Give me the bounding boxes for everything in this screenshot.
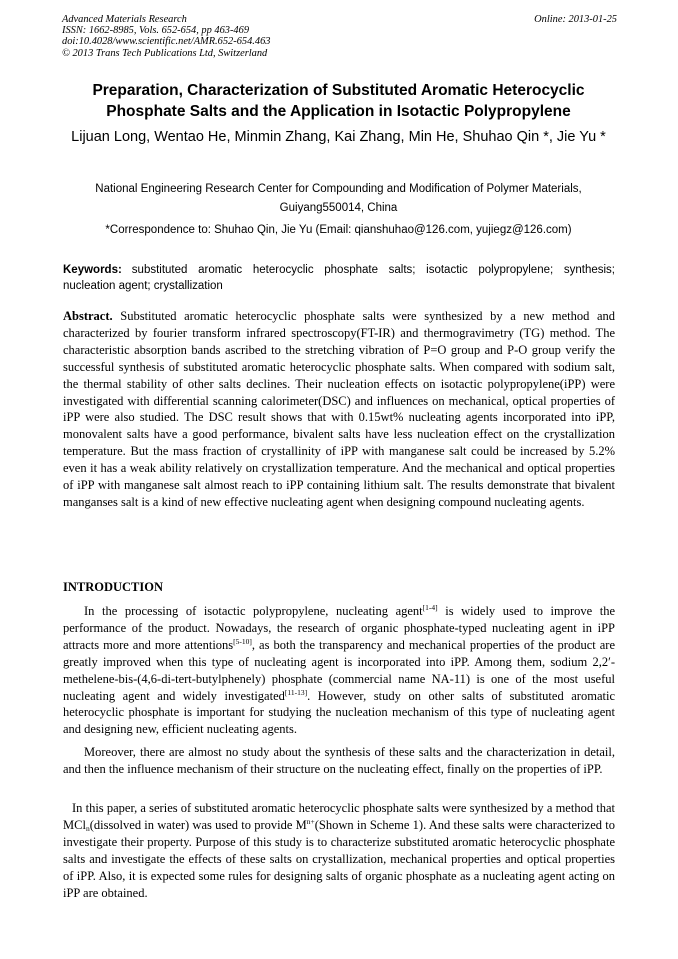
- abstract: [63, 308, 615, 511]
- keywords-label: Keywords:: [63, 264, 122, 276]
- intro-p3-part-c: (Shown in Scheme 1). And these salts were characterized to investigate their property. Purpose of this study is to characterize substituted aromatic heterocyclic phosphate salts and investigate the effects of these salts on crystallization, mechanical properties and optical properties of iPP. Also, it is expected some rules for designing salts of organic phosphate as a nucleating agent acting on iPP are obtained.: [63, 817, 615, 900]
- abstract-label: Abstract.: [63, 309, 113, 323]
- affiliation: [62, 180, 615, 218]
- intro-p1-part-a: In the processing of isotactic polypropylene, nucleating agent: [84, 604, 423, 618]
- online-date: Online: 2013-01-25: [534, 14, 617, 25]
- intro-p3-part-b: (dissolved in water) was used to provide M: [89, 817, 307, 832]
- journal-name: Advanced Materials Research: [62, 14, 187, 25]
- correspondence: *Correspondence to: Shuhao Qin, Jie Yu (Email: qianshuhao@126.com, yujiegz@126.com): [105, 224, 572, 236]
- intro-paragraph-2: Moreover, there are almost no study about the synthesis of these salts and the characterization in detail, and then the influence mechanism of their structure on the nucleating effect, finally on the properties of iPP.: [63, 745, 615, 776]
- intro-p1-part-d: . However, study on other salts of substituted aromatic heterocyclic phosphate is important for studying the nucleation mechanism of this type of nucleating agent and designing new, efficient nucleating agents.: [63, 688, 615, 737]
- citation-ref: [11-13]: [284, 687, 308, 697]
- affiliation-line-1: National Engineering Research Center for Compounding and Modification of Polymer Materials,: [95, 183, 582, 195]
- intro-p1-part-b: is widely used to improve the performance of the product. Nowadays, the research of organic phosphate-typed nucleating agent in iPP attracts more and more attentions: [63, 604, 616, 652]
- intro-paragraph-1: [63, 603, 615, 738]
- citation-ref: [1-4]: [422, 603, 438, 612]
- doi-line: doi:10.4028/www.scientific.net/AMR.652-654.463: [62, 36, 271, 48]
- subscript-n: n: [85, 823, 90, 833]
- superscript-charge: n+: [306, 816, 315, 826]
- intro-p3-part-a: In this paper, a series of substituted aromatic heterocyclic phosphate salts were synthesized by a method that MCl: [63, 801, 615, 832]
- intro-paragraph-3: [63, 800, 615, 901]
- abstract-text: Substituted aromatic heterocyclic phosphate salts were synthesized by a new method and characterized by fourier transform infrared spectroscopy(FT-IR) and thermogravimetry (TG) method. The characteristic absorption bands ascribed to the stretching vibration of P=O group and P-O group verify the successful synthesis of substituted aromatic heterocyclic phosphate salts. When compared with sodium salt, the thermal stability of other salts declines. Their nucleation effects on isotactic polypropylene(iPP) were investigated with differential scanning calorimeter(DSC) and influences on mechanical, optical properties of iPP were also studied. The DSC result shows that with 0.15wt% nucleating agents incorporated into iPP, monovalent salts have a good performance, bivalent salts have less nucleation effect on the crystallization temperature. But the mass fraction of crystallinity of iPP with manganese salt could be increased by 5.2% even it has a weak ability relatively on crystallization temperature. And the mechanical and optical properties of iPP with manganese salt almost reach to iPP containing lithium salt. The results demonstrate that bivalent manganses salt is a kind of new effective nucleating agent when designing compound nucleating agents.: [63, 309, 616, 509]
- keywords: [63, 262, 615, 294]
- intro-p1-part-c: , as both the transparency and mechanical properties of the product are greatly improved when this type of nucleating agent is incorporated into iPP. Among them, sodium 2,2′-methelene-bis-(4,6-di-tert-butylphenely) phosphate (commercial name NA-11) is one of the most useful nucleating agent and widely investigated: [63, 637, 616, 703]
- paper-title: Preparation, Characterization of Substituted Aromatic Heterocyclic Phosphate Salts and the Application in Isotactic Polypropylene: [92, 82, 585, 120]
- author-list: Lijuan Long, Wentao He, Minmin Zhang, Kai Zhang, Min He, Shuhao Qin *, Jie Yu *: [71, 129, 606, 145]
- section-heading-introduction: INTRODUCTION: [63, 580, 164, 594]
- copyright-line: © 2013 Trans Tech Publications Ltd, Switzerland: [62, 47, 268, 59]
- journal-header: [62, 14, 617, 59]
- citation-ref: [5-10]: [233, 636, 252, 646]
- issn-line: ISSN: 1662-8985, Vols. 652-654, pp 463-469: [62, 25, 250, 37]
- affiliation-line-2: Guiyang550014, China: [279, 202, 398, 214]
- keywords-text: substituted aromatic heterocyclic phosphate salts; isotactic polypropylene; synthesis; nucleation agent; crystallization: [63, 264, 615, 292]
